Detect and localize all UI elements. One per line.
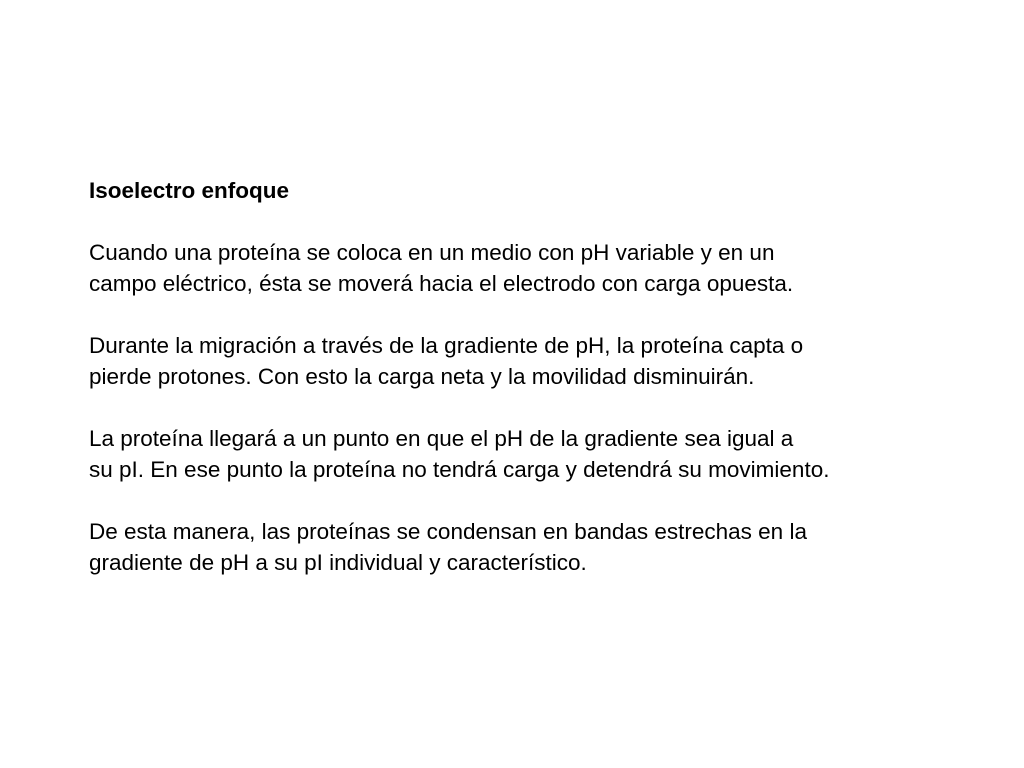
paragraph-line: su pI. En ese punto la proteína no tendrá carga y detendrá su movimiento. [89,457,830,482]
paragraph-line: campo eléctrico, ésta se moverá hacia el electrodo con carga opuesta. [89,271,794,296]
paragraph-line: gradiente de pH a su pI individual y característico. [89,550,587,575]
paragraph-line: pierde protones. Con esto la carga neta y la movilidad disminuirán. [89,364,755,389]
paragraph-line: Cuando una proteína se coloca en un medio con pH variable y en un [89,240,775,265]
slide-title: Isoelectro enfoque [89,178,290,203]
paragraph-line: De esta manera, las proteínas se condensan en bandas estrechas en la [89,519,807,544]
paragraph-line: La proteína llegará a un punto en que el pH de la gradiente sea igual a [89,426,794,451]
paragraph-2 [89,330,989,392]
slide-content [89,175,989,578]
paragraph-3 [89,423,989,485]
paragraph-1 [89,237,989,299]
paragraph-line: Durante la migración a través de la gradiente de pH, la proteína capta o [89,333,804,358]
paragraph-4 [89,516,989,578]
